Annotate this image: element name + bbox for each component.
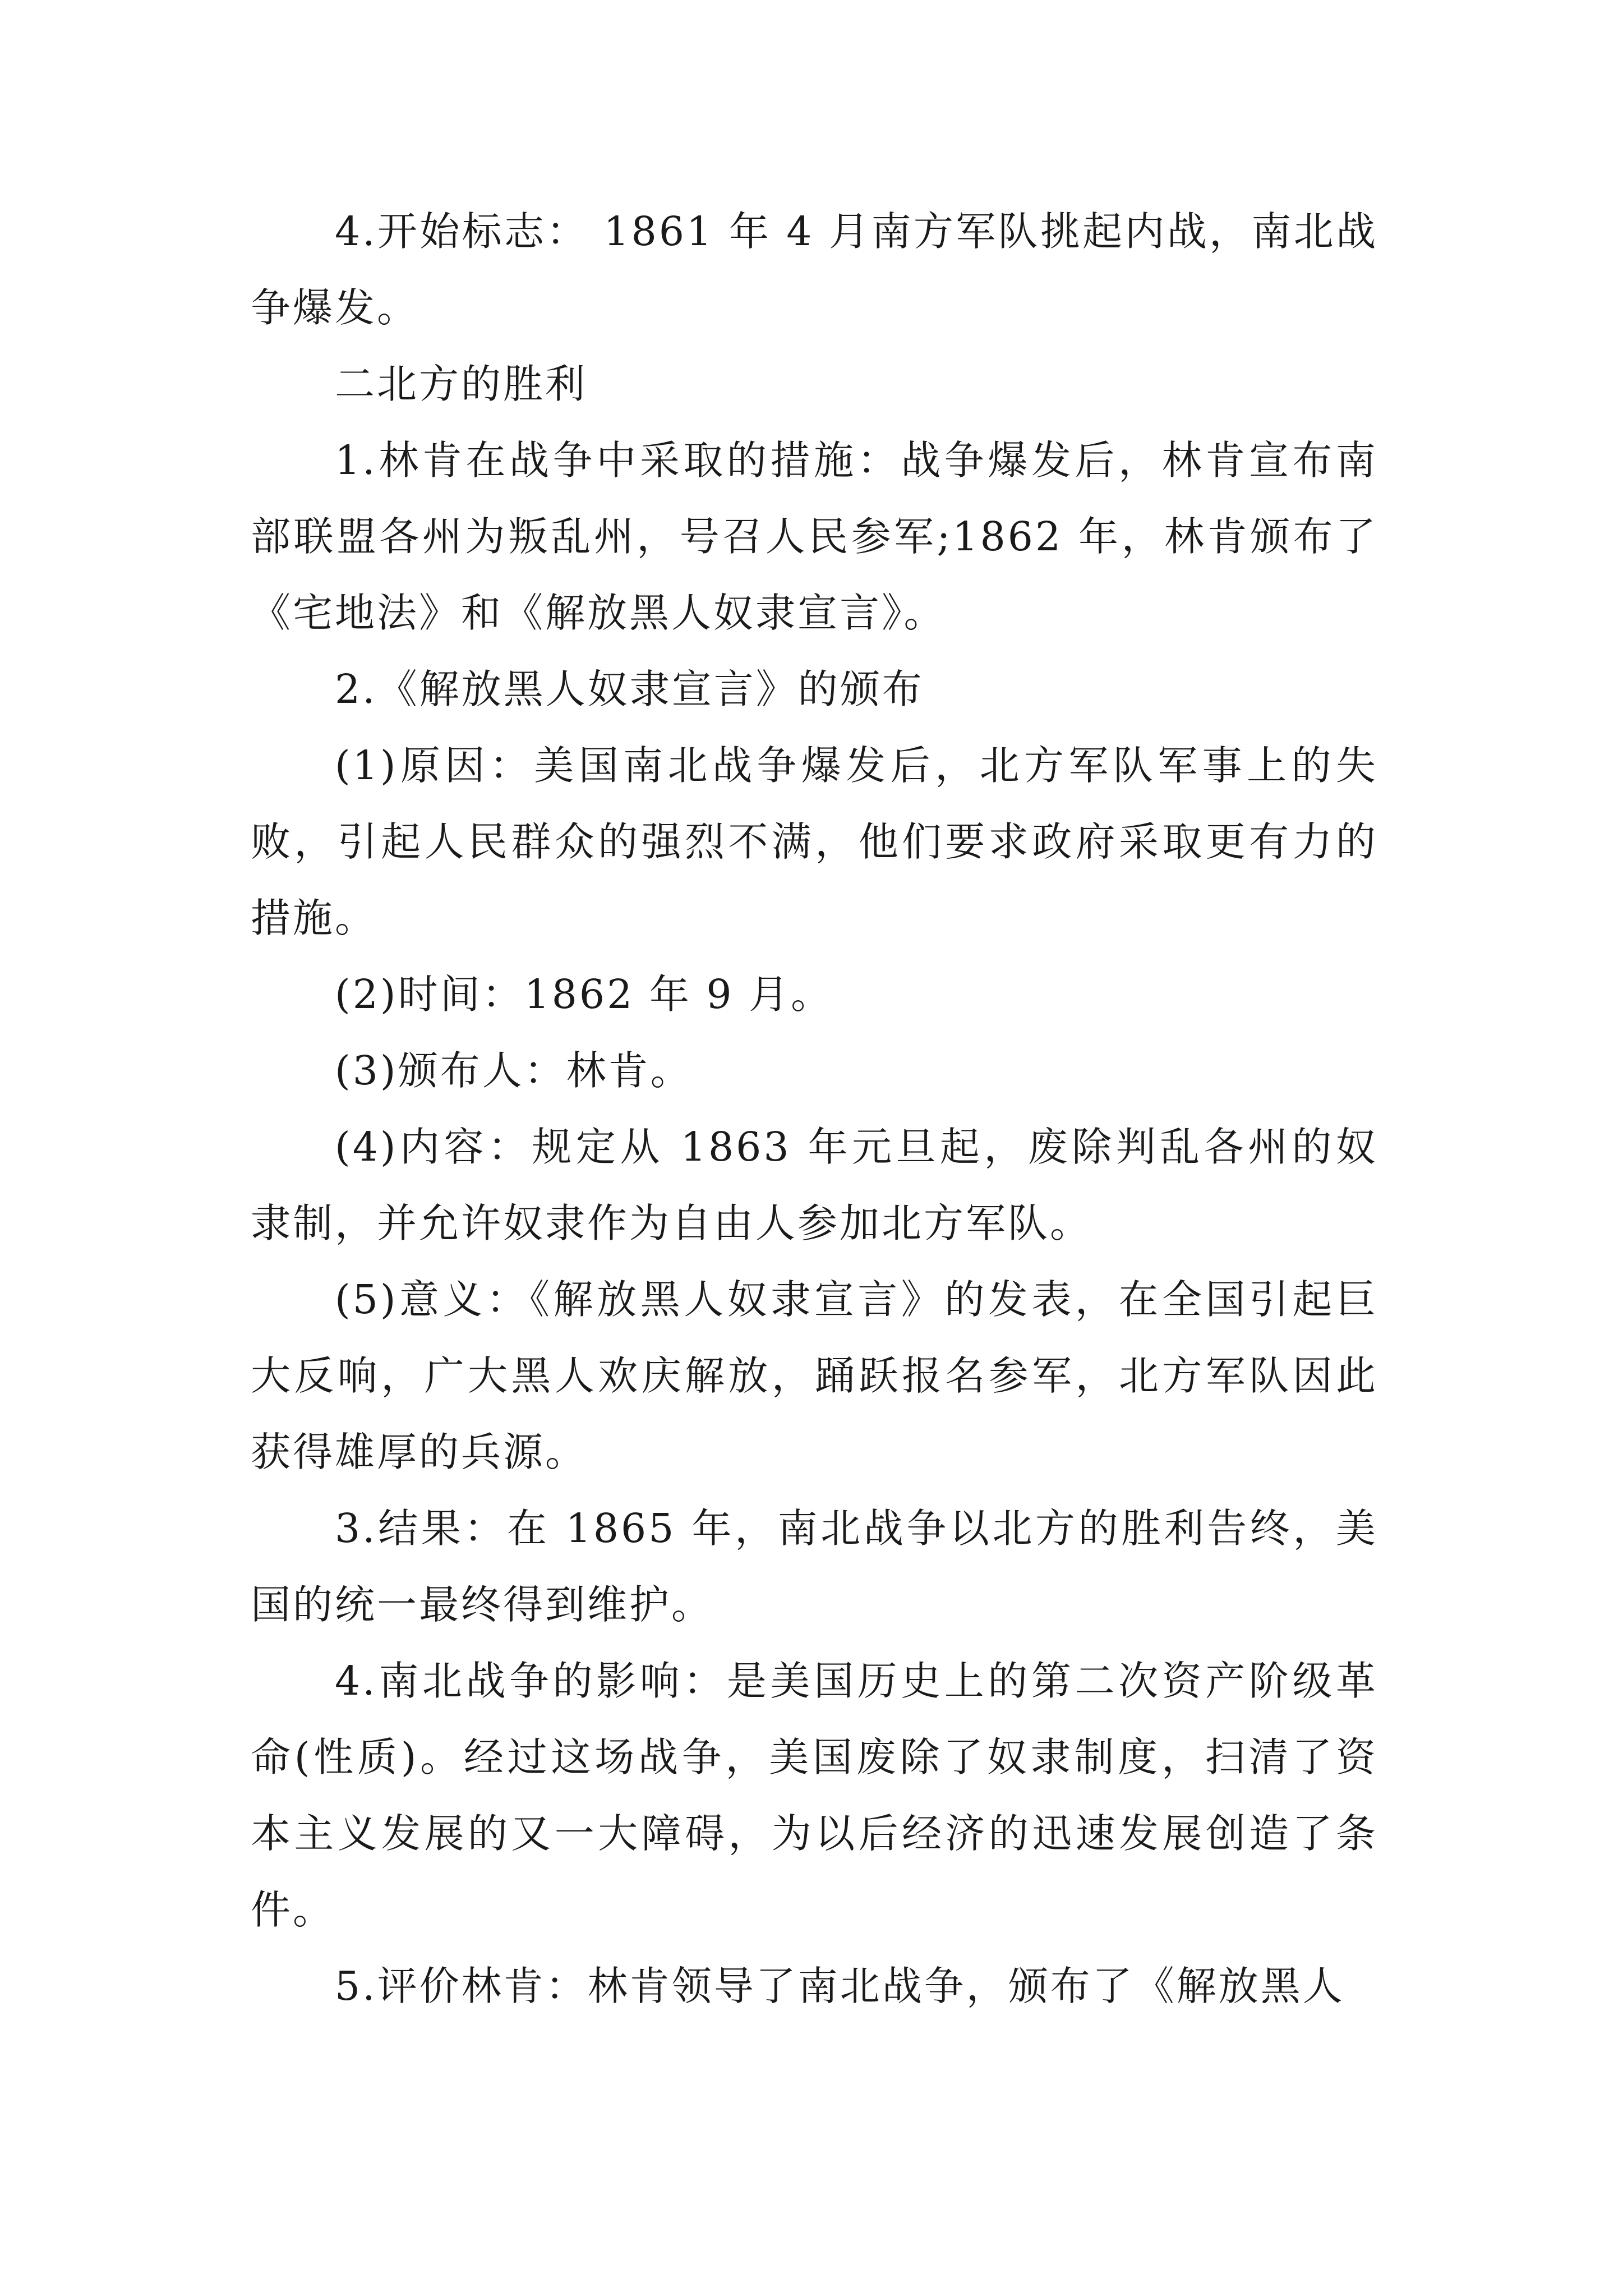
paragraph-influence: 4.南北战争的影响：是美国历史上的第二次资产阶级革命(性质)。经过这场战争，美国废除了奴隶制度，扫清了资本主义发展的又一大障碍，为以后经济的迅速发展创造了条件。	[251, 1658, 1378, 1933]
document-body	[251, 194, 1378, 2024]
paragraph-result: 3.结果：在 1865 年，南北战争以北方的胜利告终，美国的统一最终得到维护。	[251, 1505, 1378, 1628]
paragraph-start-sign: 4.开始标志： 1861 年 4 月南方军队挑起内战，南北战争爆发。	[251, 208, 1378, 331]
paragraph-time: (2)时间：1862 年 9 月。	[335, 971, 833, 1018]
section-heading-north-victory: 二北方的胜利	[335, 361, 588, 407]
paragraph-evaluate-lincoln: 5.评价林肯：林肯领导了南北战争，颁布了《解放黑人	[335, 1963, 1345, 2009]
paragraph-lincoln-measures: 1.林肯在战争中采取的措施：战争爆发后，林肯宣布南部联盟各州为叛乱州，号召人民参军;1862 年，林肯颁布了《宅地法》和《解放黑人奴隶宣言》。	[251, 437, 1378, 636]
paragraph-content: (4)内容：规定从 1863 年元旦起，废除判乱各州的奴隶制，并允许奴隶作为自由人参加北方军队。	[251, 1124, 1378, 1246]
paragraph-proclamation-title: 2.《解放黑人奴隶宣言》的颁布	[335, 666, 924, 712]
paragraph-significance: (5)意义：《解放黑人奴隶宣言》的发表，在全国引起巨大反响，广大黑人欢庆解放，踊跃报名参军，北方军队因此获得雄厚的兵源。	[251, 1276, 1378, 1475]
paragraph-cause: (1)原因：美国南北战争爆发后，北方军队军事上的失败，引起人民群众的强烈不满，他们要求政府采取更有力的措施。	[251, 742, 1378, 941]
paragraph-issuer: (3)颁布人：林肯。	[335, 1047, 693, 1094]
